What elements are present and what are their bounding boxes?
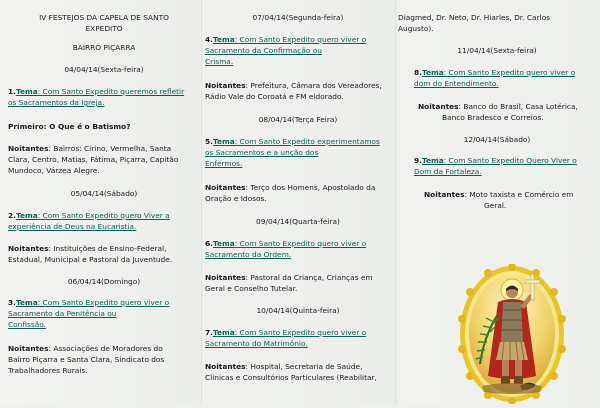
primeiro-text: O Que é o Batismo?	[46, 122, 131, 131]
noitantes-label: Noitantes	[205, 362, 246, 371]
tema-text: : Com Santo Expedito quero viver o	[234, 35, 367, 44]
date-heading: 09/04/14(Quarta-feira)	[256, 217, 340, 226]
noitantes-text: Trabalhadores Rurais.	[8, 366, 88, 375]
noitantes-text: : Hospital, Secretaria de Saúde,	[245, 362, 363, 371]
tema-text: experiência de Deus na Eucaristia.	[8, 222, 137, 231]
tema-number: 3.	[8, 298, 16, 307]
tema-label: Tema	[15, 87, 38, 96]
noitantes-line	[205, 272, 373, 283]
date-heading: 05/04/14(Sábado)	[70, 189, 138, 198]
tema-text: : Com Santo Expedito quero Viver a	[37, 211, 170, 220]
noitantes-text: Geral e Conselho Tutelar.	[205, 284, 298, 293]
column-2	[205, 0, 391, 406]
tema-text: Enfermos.	[205, 159, 243, 168]
tema-text: : Com Santo Expedito quero viver o	[234, 328, 367, 337]
noitantes-line	[424, 189, 573, 200]
tema-number: 1.	[8, 87, 16, 96]
noitantes-text: : Bairros: Cirino, Vermelha, Santa	[48, 144, 172, 153]
tema-text: : Com Santo Expedito quero viver o	[234, 239, 367, 248]
tema-line	[414, 67, 575, 78]
header-line-1: IV FESTEJOS DA CAPELA DE SANTO	[39, 13, 169, 22]
noitantes-text: Rádio Vale do Coroatá e FM eldorado.	[205, 92, 344, 101]
noitantes-label: Noitantes	[8, 144, 49, 153]
tema-number: 7.	[205, 328, 213, 337]
noitantes-label: Noitantes	[205, 273, 246, 282]
noitantes-line	[418, 101, 578, 112]
fold-line	[201, 0, 202, 406]
tema-text: : Com Santo Expedito experimentamos	[234, 137, 380, 146]
tema-text: Crisma.	[205, 57, 234, 66]
tema-text: Dom da Fortaleza.	[414, 167, 482, 176]
primeiro-label: Primeiro:	[8, 122, 47, 131]
noitantes-text: Clara, Centro, Matias, Fátima, Piçarra, Capitão	[8, 155, 179, 164]
noitantes-line	[8, 143, 171, 154]
primeiro-line	[8, 121, 130, 132]
noitantes-label: Noitantes	[205, 81, 246, 90]
noitantes-text: Oração e Idosos.	[205, 194, 267, 203]
tema-number: 4.	[205, 35, 213, 44]
noitantes-text: Banco Bradesco e Correios.	[442, 113, 544, 122]
tema-text: Sacramento da Confirmação ou	[205, 46, 322, 55]
tema-number: 2.	[8, 211, 16, 220]
noitantes-text: : Banco do Brasil, Casa Lotérica,	[458, 102, 578, 111]
noitantes-text: Estadual, Municipal e Pastoral da Juventude.	[8, 255, 173, 264]
noitantes-text: : Moto taxista e Comércio em	[464, 190, 574, 199]
tema-text: os Sacramentos e a unção dos	[205, 148, 319, 157]
tema-text: Sacramento da Ordem.	[205, 250, 292, 259]
date-heading: 08/04/14(Terça Feira)	[258, 115, 338, 124]
date-heading: 07/04/14(Segunda-feira)	[252, 13, 344, 22]
noitantes-text: : Instituições de Ensino-Federal,	[48, 244, 167, 253]
date-heading: 11/04/14(Sexta-feira)	[457, 46, 537, 55]
date-heading: 04/04/14(Sexta-feira)	[64, 65, 144, 74]
tema-text: : Com Santo Expedito quero viver o	[443, 68, 576, 77]
tema-label: Tema	[212, 328, 235, 337]
tema-label: Tema	[212, 239, 235, 248]
tema-label: Tema	[421, 68, 444, 77]
tema-text: : Com Santo Expedito Quero Viver o	[443, 156, 577, 165]
tema-line	[414, 155, 577, 166]
tema-label: Tema	[421, 156, 444, 165]
date-heading: 10/04/14(Quinta-feira)	[256, 306, 340, 315]
noitantes-text: Diagmed, Dr. Neto, Dr. Hiarles, Dr. Carlos	[398, 13, 551, 22]
noitantes-text: : Associações de Moradores do	[48, 344, 163, 353]
tema-text: Sacramento do Matrimônio.	[205, 339, 308, 348]
noitantes-text: Geral.	[484, 201, 507, 210]
tema-label: Tema	[212, 137, 235, 146]
noitantes-label: Noitantes	[205, 183, 246, 192]
noitantes-line	[205, 361, 362, 372]
noitantes-label: Noitantes	[424, 190, 465, 199]
bairro-title: BAIRRO PIÇARRA	[72, 43, 136, 52]
noitantes-label: Noitantes	[8, 244, 49, 253]
tema-number: 6.	[205, 239, 213, 248]
date-heading: 12/04/14(Sábado)	[463, 135, 531, 144]
tema-text: : Com Santo Expedito quero viver o	[37, 298, 170, 307]
tema-label: Tema	[15, 298, 38, 307]
tema-line	[8, 210, 170, 221]
tema-text: os Sacramentos da Igreja.	[8, 98, 105, 107]
tema-text: Sacramento da Penitência ou	[8, 309, 117, 318]
noitantes-label: Noitantes	[8, 344, 49, 353]
tema-line	[205, 238, 366, 249]
noitantes-text: Clinicas e Consultórios Particulares (Reabilitar,	[205, 373, 377, 382]
tema-number: 5.	[205, 137, 213, 146]
tema-number: 9.	[414, 156, 422, 165]
column-1	[8, 0, 200, 406]
tema-line	[205, 34, 366, 45]
saint-expedito-icon	[458, 264, 566, 404]
tema-text: dom do Entendimento.	[414, 79, 499, 88]
noitantes-text: Bairro Piçarra e Santa Clara, Sindicato dos	[8, 355, 165, 364]
noitantes-text: : Terço dos Homens, Apostolado da	[245, 183, 376, 192]
tema-text: : Com Santo Expedito queremos refletir	[37, 87, 185, 96]
tema-label: Tema	[212, 35, 235, 44]
tema-number: 8.	[414, 68, 422, 77]
tema-line	[8, 86, 184, 97]
noitantes-line	[205, 80, 382, 91]
noitantes-text: : Pastoral da Criança, Crianças em	[245, 273, 373, 282]
noitantes-text: Augusto).	[398, 24, 434, 33]
noitantes-line	[8, 243, 166, 254]
date-heading: 06/04/14(Domingo)	[67, 277, 141, 286]
tema-text: Confissão.	[8, 320, 46, 329]
noitantes-line	[8, 343, 163, 354]
tema-line	[205, 136, 380, 147]
noitantes-label: Noitantes	[418, 102, 459, 111]
noitantes-text: Mundoco, Várzea Alegre.	[8, 166, 100, 175]
noitantes-text: : Prefeitura, Câmara dos Vereadores,	[245, 81, 382, 90]
tema-line	[205, 327, 366, 338]
header-line-2: EXPEDITO	[85, 24, 123, 33]
tema-line	[8, 297, 169, 308]
noitantes-line	[205, 182, 375, 193]
tema-label: Tema	[15, 211, 38, 220]
fold-line	[395, 0, 396, 406]
